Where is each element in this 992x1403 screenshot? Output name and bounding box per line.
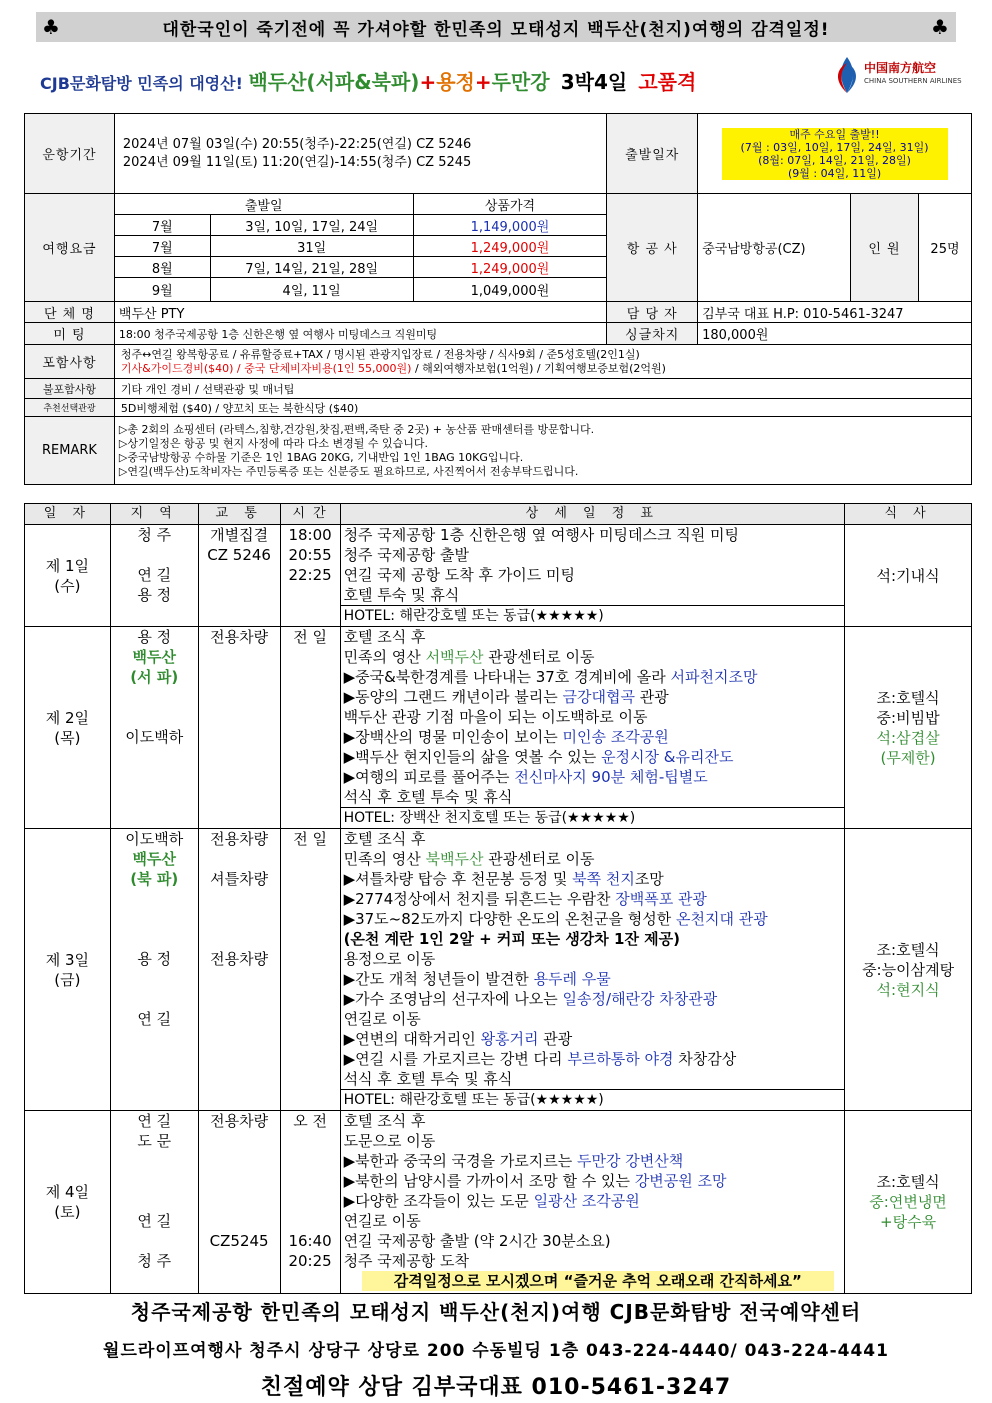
region-cell (110, 525, 198, 627)
period-line-2: 2024년 09월 11일(토) 11:20(연길)-14:55(청주) CZ 5245 (122, 154, 472, 170)
transport-value: 셔틀차량 (210, 870, 269, 888)
incl-cell (114, 345, 971, 379)
info-table (24, 113, 972, 485)
detail-text: ▶37도~82도까지 다양한 온도의 온천군을 형성한 (343, 910, 677, 928)
detail-line: 용정으로 이동 (343, 950, 436, 968)
airline-label: 항 공 사 (607, 194, 698, 302)
day-row (25, 525, 972, 606)
detail-highlight: 미인송 조각공원 (562, 728, 669, 746)
day-of-week: (목) (54, 728, 81, 747)
fare-label: 여행요금 (25, 194, 115, 302)
fare-dates: 7일, 14일, 21일, 28일 (210, 257, 413, 278)
subtitle-part2: 용정 (436, 70, 475, 94)
region-name: 연 길 (137, 1212, 172, 1230)
footer-title: 청주국제공항 한민족의 모태성지 백두산(천지)여행 CJB문화탐방 전국예약센터 (130, 1300, 862, 1324)
detail-line: 호텔 투숙 및 휴식 (343, 586, 460, 604)
region-name: 이도백하 (125, 728, 184, 746)
day-of-week: (수) (54, 576, 81, 595)
detail-highlight: 두만강 강변산책 (577, 1152, 684, 1170)
day-of-week: (금) (54, 970, 81, 989)
single-value: 180,000원 (698, 323, 972, 345)
detail-text: ▶연변의 대학거리인 (343, 1030, 481, 1048)
day-label (25, 525, 111, 627)
hotel-line: HOTEL: 해란강호텔 또는 동급(★★★★★) (340, 1090, 845, 1111)
day-row (25, 1111, 972, 1294)
detail-text: ▶간도 개척 청년들이 발견한 (343, 970, 534, 988)
detail-highlight: 서파천지조망 (670, 668, 758, 686)
detail-highlight: 왕홍거리 (480, 1030, 539, 1048)
region-name: 백두산 (132, 850, 176, 868)
detail-line: (온천 계란 1인 2알 + 커피 또는 생강차 1잔 제공) (343, 930, 680, 948)
detail-line: 청주 국제공항 출발 (343, 546, 470, 564)
time-value: 16:40 (288, 1232, 332, 1250)
excl-label: 불포함사항 (25, 379, 115, 399)
detail-text: 관광 (635, 688, 669, 706)
subtitle-prefix: CJB문화탐방 민족의 대영산! (40, 74, 243, 93)
detail-line: 석식 후 호텔 투숙 및 휴식 (343, 788, 513, 806)
detail-line: 호텔 조식 후 (343, 1112, 426, 1130)
detail-text: ▶가수 조영남의 선구자에 나오는 (343, 990, 563, 1008)
region-name: 연 길 (137, 1010, 172, 1028)
subtitle-part3: 두만강 (491, 70, 550, 94)
period-label: 운항기간 (25, 114, 115, 194)
detail-cell (340, 1111, 845, 1294)
period-cell (114, 114, 606, 194)
detail-highlight: 일광산 조각공원 (533, 1192, 640, 1210)
time-value: 20:25 (288, 1252, 332, 1270)
detail-line: 석식 후 호텔 투숙 및 휴식 (343, 1070, 513, 1088)
transport-cell (198, 1111, 280, 1294)
detail-text: 민족의 영산 (343, 850, 426, 868)
fare-price: 1,249,000원 (413, 257, 607, 278)
club-icon: ♣ (42, 15, 61, 39)
fare-dates: 4일, 11일 (210, 278, 413, 302)
detail-highlight: 일송정/해란강 차창관광 (562, 990, 718, 1008)
time-value: 전 일 (293, 830, 327, 848)
title-banner (36, 12, 956, 42)
meal-value: 조:호텔식 (876, 1173, 940, 1191)
transport-cell (198, 627, 280, 829)
incl-line-2-rest: / 해외여행자보험(1억원) / 기획여행보증보험(2억원) (411, 361, 666, 375)
depart-highlight (722, 128, 948, 180)
region-name: 청 주 (137, 526, 172, 544)
group-label: 단 체 명 (25, 302, 115, 323)
detail-text: ▶북한의 남양시를 가까이서 조망 할 수 있는 (343, 1172, 635, 1190)
detail-text: 관광센터로 이동 (483, 648, 595, 666)
remark-line: ▷총 2회의 쇼핑센터 (라텍스,침향,건강원,찻집,편백,죽탄 중 2곳) + 농산품 판매센터를 방문합니다. (118, 422, 595, 436)
excl-value: 기타 개인 경비 / 선택관광 및 매너팁 (114, 379, 971, 399)
period-line-1: 2024년 07월 03일(수) 20:55(청주)-22:25(연길) CZ 5246 (122, 136, 472, 152)
subtitle-plus1: + (419, 70, 437, 94)
col-header-detail: 상 세 일 정 표 (340, 504, 845, 525)
day-label (25, 1111, 111, 1294)
detail-line: 연길 국제 공항 도착 후 가이드 미팅 (343, 566, 576, 584)
detail-highlight: 운정시장 &유리잔도 (601, 748, 734, 766)
col-header-transport: 교 통 (198, 504, 280, 525)
time-value: 22:25 (288, 566, 332, 584)
detail-text: 차창감상 (673, 1050, 737, 1068)
detail-line: 백두산 관광 기점 마을이 되는 이도백하로 이동 (343, 708, 648, 726)
opt-label: 추천선택관광 (25, 399, 115, 417)
transport-value: 전용차량 (210, 628, 269, 646)
subtitle-part1: 백두산(서파&북파) (248, 70, 420, 94)
pax-label: 인 원 (851, 194, 919, 302)
depart-line-3: (8월: 07일, 14일, 21일, 28일) (758, 153, 911, 167)
meal-value: +탕수육 (880, 1213, 937, 1231)
meal-cell (845, 525, 972, 627)
time-cell (280, 525, 340, 627)
closing-message: 감격일정으로 모시겠으며 “즐거운 추억 오래오래 간직하세요” (362, 1271, 835, 1291)
detail-highlight: 장백폭포 관광 (615, 890, 707, 908)
region-name: 도 문 (137, 1132, 172, 1150)
remark-line: ▷중국남방항공 수하물 기준은 1인 1BAG 20KG, 기내반입 1인 1BAG 10KG입니다. (118, 450, 524, 464)
meal-value: 석:삼겹살 (876, 728, 940, 747)
detail-line: 연길로 이동 (343, 1212, 421, 1230)
day-label (25, 627, 111, 829)
day-number: 제 2일 (45, 708, 90, 727)
meal-value: 중:비빔밥 (876, 708, 940, 727)
kapok-flower-icon (832, 55, 862, 95)
time-cell (280, 627, 340, 829)
subtitle-grade: 고품격 (638, 70, 697, 94)
time-cell (280, 1111, 340, 1294)
meal-value: 중:연변냉면 (869, 1193, 947, 1211)
region-cell (110, 1111, 198, 1294)
banner-title: 대한국인이 죽기전에 꼭 가셔야할 한민족의 모태성지 백두산(천지)여행의 감격일정! (162, 19, 830, 40)
detail-line: 연길 국제공항 출발 (약 2시간 30분소요) (343, 1232, 611, 1250)
detail-text: ▶중국&북한경계를 나타내는 37호 경계비에 올라 (343, 668, 671, 686)
region-name: 용 정 (137, 586, 172, 604)
detail-text: 민족의 영산 (343, 648, 426, 666)
pax-value: 25명 (918, 194, 971, 302)
detail-text: ▶북한과 중국의 국경을 가로지르는 (343, 1152, 578, 1170)
region-name: 용 정 (137, 950, 172, 968)
logo-cn-text: 中国南方航空 (864, 61, 937, 75)
day-number: 제 3일 (45, 950, 90, 969)
detail-text: ▶셔틀차량 탑승 후 천문봉 등정 및 (343, 870, 573, 888)
time-value: 전 일 (293, 628, 327, 646)
detail-text: ▶연길 시를 가로지르는 강변 다리 (343, 1050, 568, 1068)
meal-value: (무제한) (880, 748, 936, 767)
detail-highlight: 전신마사지 90분 체험-팁별도 (514, 768, 708, 786)
fare-dates: 3일, 10일, 17일, 24일 (210, 215, 413, 236)
detail-text: ▶다양한 조각들이 있는 도문 (343, 1192, 534, 1210)
meal-cell (845, 1111, 972, 1294)
detail-line: 호텔 조식 후 (343, 628, 426, 646)
meal-value: 석:기내식 (876, 566, 940, 585)
transport-value: 전용차량 (210, 830, 269, 848)
hotel-line: HOTEL: 장백산 천지호텔 또는 동급(★★★★★) (340, 808, 845, 829)
transport-value: 개별집결 (210, 526, 269, 544)
detail-highlight: 부르하통하 야경 (567, 1050, 674, 1068)
transport-value: CZ5245 (209, 1232, 269, 1250)
detail-text: ▶동양의 그랜드 캐년이라 불리는 (343, 688, 563, 706)
meal-value: 조:호텔식 (876, 940, 940, 959)
day-number: 제 4일 (45, 1183, 90, 1201)
depart-line-1: 매주 수요일 출발!! (789, 127, 880, 141)
detail-text: ▶백두산 현지인들의 삶을 엿볼 수 있는 (343, 748, 602, 766)
time-value: 20:55 (288, 546, 332, 564)
region-name: (서 파) (130, 668, 179, 686)
logo-en-text: CHINA SOUTHERN AIRLINES (864, 77, 962, 85)
meal-value: 조:호텔식 (876, 688, 940, 707)
remark-cell (114, 417, 971, 485)
detail-line: 청주 국제공항 도착 (343, 1252, 470, 1270)
day-of-week: (토) (54, 1203, 81, 1221)
schedule-header-row (25, 504, 972, 525)
day-row (25, 829, 972, 1090)
fare-month: 7월 (114, 236, 210, 257)
detail-text: 관광센터로 이동 (483, 850, 595, 868)
detail-line: 연길로 이동 (343, 1010, 421, 1028)
detail-highlight: 북쪽 천지 (572, 870, 635, 888)
meeting-value: 18:00 청주국제공항 1층 신한은행 옆 여행사 미팅데스크 직원미팅 (114, 323, 606, 345)
fare-month: 8월 (114, 257, 210, 278)
transport-value: CZ 5246 (207, 546, 271, 564)
region-name: 연 길 (137, 566, 172, 584)
col-header-time: 시 간 (280, 504, 340, 525)
subtitle-plus2: + (474, 70, 492, 94)
single-label: 싱글차지 (607, 323, 698, 345)
region-name: 백두산 (132, 648, 176, 666)
detail-line: 도문으로 이동 (343, 1132, 436, 1150)
china-southern-logo (832, 53, 962, 97)
fare-month: 7월 (114, 215, 210, 236)
meeting-label: 미 팅 (25, 323, 115, 345)
depart-line-2: (7월 : 03일, 10일, 17일, 24일, 31일) (740, 140, 929, 154)
region-name: 청 주 (137, 1252, 172, 1270)
transport-cell (198, 829, 280, 1111)
fare-price: 1,149,000원 (413, 215, 607, 236)
col-header-day: 일 자 (25, 504, 111, 525)
group-value: 백두산 PTY (114, 302, 606, 323)
schedule-table (24, 503, 972, 1294)
detail-text: ▶여행의 피로를 풀어주는 (343, 768, 515, 786)
day-number: 제 1일 (45, 556, 90, 575)
meal-cell (845, 829, 972, 1111)
remark-line: ▷상기일정은 항공 및 현지 사정에 따라 다소 변경될 수 있습니다. (118, 436, 428, 450)
region-cell (110, 829, 198, 1111)
time-value: 18:00 (288, 526, 332, 544)
detail-cell (340, 829, 845, 1090)
fare-header-price: 상품가격 (413, 194, 607, 215)
transport-cell (198, 525, 280, 627)
depart-cell (698, 114, 972, 194)
remark-label: REMARK (25, 417, 115, 485)
club-icon: ♣ (931, 15, 950, 39)
detail-highlight: 금강대협곡 (562, 688, 635, 706)
detail-highlight: 온천지대 관광 (676, 910, 768, 928)
detail-text: ▶2774정상에서 천지를 뒤흔드는 우람찬 (343, 890, 616, 908)
region-name: 이도백하 (125, 830, 184, 848)
opt-value: 5D비행체험 ($40) / 양꼬치 또는 북한식당 ($40) (114, 399, 971, 417)
detail-text: 관광 (538, 1030, 573, 1048)
subtitle-duration: 3박4일 (560, 70, 628, 94)
region-name: 용 정 (137, 628, 172, 646)
fare-dates: 31일 (210, 236, 413, 257)
detail-line: 청주 국제공항 1층 신한은행 옆 여행사 미팅데스크 직원 미팅 (343, 526, 740, 544)
depart-label: 출발일자 (607, 114, 698, 194)
time-cell (280, 829, 340, 1111)
meal-value: 석:현지식 (876, 980, 940, 999)
remark-line: ▷연길(백두산)도착비자는 주민등록증 또는 신분증도 필요하므로, 사진찍어서 전송부탁드립니다. (118, 464, 579, 478)
hotel-line: HOTEL: 해란강호텔 또는 동급(★★★★★) (340, 606, 845, 627)
detail-line: 호텔 조식 후 (343, 830, 426, 848)
incl-line-1: 청주↔연길 왕복항공료 / 유류할증료+TAX / 명시된 관광지입장료 / 전용차량 / 식사9회 / 준5성호텔(2인1실) (120, 347, 640, 361)
depart-line-4: (9월 : 04일, 11일) (787, 166, 882, 180)
time-value: 오 전 (293, 1112, 327, 1130)
meal-cell (845, 627, 972, 829)
transport-value: 전용차량 (210, 950, 269, 968)
detail-highlight: 서백두산 (425, 648, 484, 666)
detail-text: 조망 (634, 870, 664, 888)
footer-address: 월드라이프여행사 청주시 상당구 상당로 200 수동빌딩 1층 043-224-4440/ 043-224-4441 (103, 1341, 889, 1361)
footer-contact: 친절예약 상담 김부국대표 010-5461-3247 (260, 1375, 732, 1400)
incl-label: 포함사항 (25, 345, 115, 379)
detail-highlight: 강변공원 조망 (634, 1172, 727, 1190)
detail-highlight: 용두레 우물 (533, 970, 611, 988)
airline-value: 중국남방항공(CZ) (698, 194, 851, 302)
col-header-meal: 식 사 (845, 504, 972, 525)
detail-text: ▶장백산의 명물 미인송이 보이는 (343, 728, 563, 746)
col-header-region: 지 역 (110, 504, 198, 525)
fare-month: 9월 (114, 278, 210, 302)
detail-cell (340, 627, 845, 808)
region-name: 연 길 (137, 1112, 172, 1130)
fare-header-date: 출발일 (114, 194, 413, 215)
detail-highlight: 북백두산 (425, 850, 484, 868)
incl-line-2-red: 기사&가이드경비($40) / 중국 단체비자비용(1인 55,000원) (120, 361, 412, 375)
transport-value: 전용차량 (210, 1112, 269, 1130)
detail-cell (340, 525, 845, 606)
day-label (25, 829, 111, 1111)
fare-price: 1,249,000원 (413, 236, 607, 257)
tour-subtitle (40, 66, 820, 100)
meal-value: 중:능이삼계탕 (862, 960, 955, 979)
region-name: (북 파) (130, 870, 179, 888)
day-row (25, 627, 972, 808)
manager-label: 담 당 자 (607, 302, 698, 323)
manager-value: 김부국 대표 H.P: 010-5461-3247 (698, 302, 972, 323)
region-cell (110, 627, 198, 829)
fare-price: 1,049,000원 (413, 278, 607, 302)
